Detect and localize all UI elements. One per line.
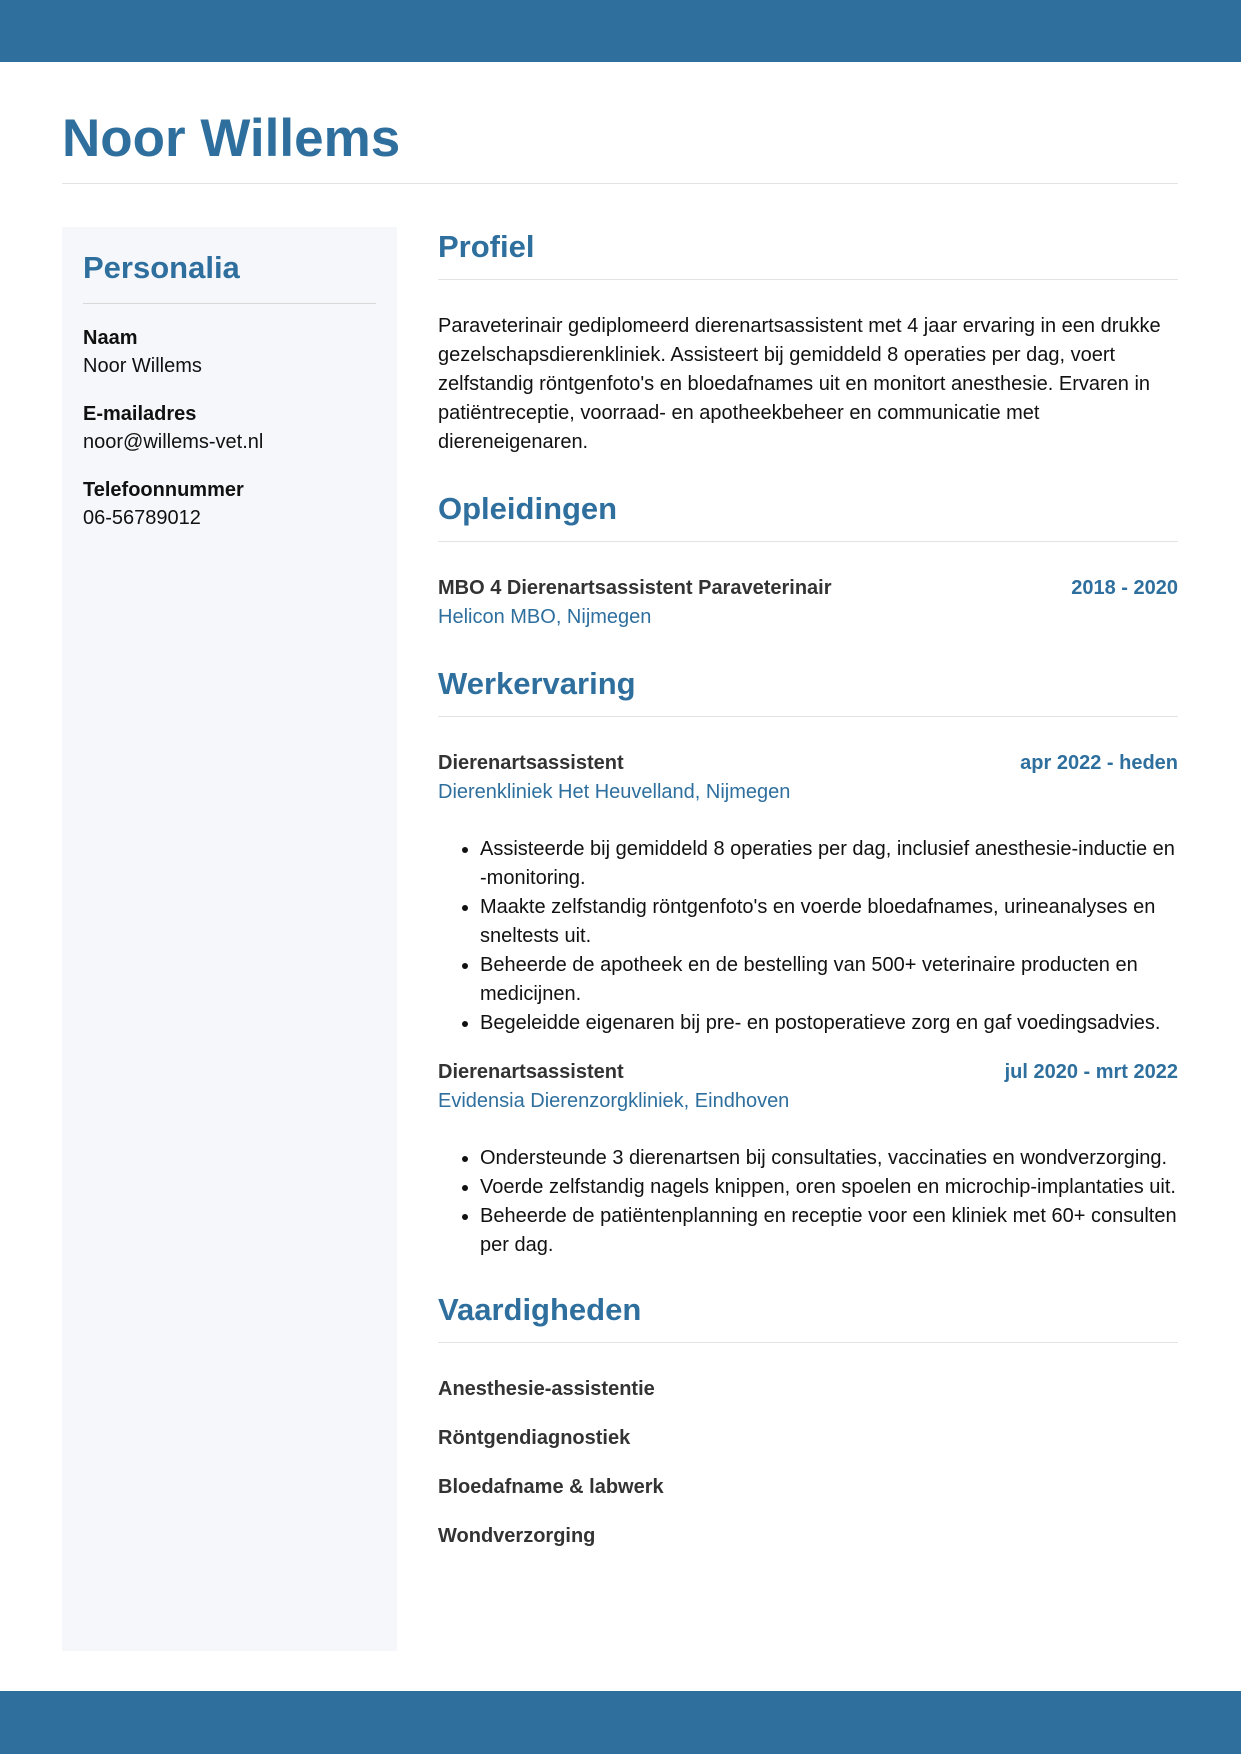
bullet-item: • Begeleidde eigenaren bij pre- en postoperatieve zorg en gaf voedingsadvies. bbox=[480, 1009, 1178, 1038]
experience-section bbox=[438, 664, 1178, 1260]
bullet-item: • Beheerde de patiëntenplanning en receptie voor een kliniek met 60+ consulten per dag. bbox=[480, 1202, 1178, 1260]
bullet-item: • Maakte zelfstandig röntgenfoto's en voerde bloedafnames, urineanalyses en sneltests uit. bbox=[480, 893, 1178, 951]
section-title: Vaardigheden bbox=[438, 1292, 642, 1327]
entry-organization: Dierenkliniek Het Heuvelland, Nijmegen bbox=[438, 781, 791, 803]
section-divider bbox=[438, 541, 1178, 542]
entry-header bbox=[438, 574, 1178, 603]
bullet-item: • Beheerde de apotheek en de bestelling van 500+ veterinaire producten en medicijnen. bbox=[480, 951, 1178, 1009]
profile-section bbox=[438, 227, 1178, 457]
experience-entry bbox=[438, 1058, 1178, 1260]
section-divider bbox=[438, 716, 1178, 717]
bullet-item: • Assisteerde bij gemiddeld 8 operaties per dag, inclusief anesthesie-inductie en -monitoring. bbox=[480, 835, 1178, 893]
sidebar-divider bbox=[83, 303, 376, 304]
bottom-color-bar bbox=[0, 1691, 1241, 1754]
section-divider bbox=[438, 279, 1178, 280]
field-value: Noor Willems bbox=[83, 355, 202, 377]
profile-text: Paraveterinair gediplomeerd dierenartsassistent met 4 jaar ervaring in een drukke gezelschapsdierenkliniek. Assisteert bij gemiddeld 8 operaties per dag, voert zelfstandig röntgenfoto's en bloedafnames uit en monitort anesthesie. Ervaren in patiëntreceptie, voorraad- en apotheekbeheer en communicatie met diereneigenaren. bbox=[438, 315, 1161, 453]
education-section bbox=[438, 489, 1178, 632]
skill-item: Anesthesie-assistentie bbox=[438, 1378, 655, 1400]
section-title: Opleidingen bbox=[438, 491, 618, 526]
entry-header bbox=[438, 749, 1178, 778]
entry-date: apr 2022 - heden bbox=[1020, 752, 1178, 774]
skill-item: Bloedafname & labwerk bbox=[438, 1476, 664, 1498]
entry-title: Dierenartsassistent bbox=[438, 1061, 624, 1083]
entry-date: jul 2020 - mrt 2022 bbox=[1004, 1061, 1178, 1083]
experience-entry bbox=[438, 749, 1178, 1038]
entry-organization: Evidensia Dierenzorgkliniek, Eindhoven bbox=[438, 1090, 790, 1112]
personal-info-sidebar bbox=[62, 227, 397, 1651]
field-value: 06-56789012 bbox=[83, 507, 201, 529]
entry-title: Dierenartsassistent bbox=[438, 752, 624, 774]
main-content bbox=[438, 227, 1178, 1571]
field-label: Naam bbox=[83, 327, 138, 349]
entry-bullets bbox=[438, 835, 1178, 1038]
skill-item: Röntgendiagnostiek bbox=[438, 1427, 631, 1449]
entry-bullets bbox=[438, 1144, 1178, 1260]
field-label: E-mailadres bbox=[83, 403, 197, 425]
section-title: Profiel bbox=[438, 229, 535, 264]
bullet-item: • Voerde zelfstandig nagels knippen, oren spoelen en microchip-implantaties uit. bbox=[480, 1173, 1178, 1202]
bullet-item: • Ondersteunde 3 dierenartsen bij consultaties, vaccinaties en wondverzorging. bbox=[480, 1144, 1178, 1173]
field-name bbox=[83, 324, 376, 380]
top-color-bar bbox=[0, 0, 1241, 62]
section-title: Werkervaring bbox=[438, 666, 636, 701]
skills-section bbox=[438, 1290, 1178, 1551]
entry-title: MBO 4 Dierenartsassistent Paraveterinair bbox=[438, 577, 832, 599]
entry-date: 2018 - 2020 bbox=[1071, 577, 1178, 599]
name-divider bbox=[62, 183, 1178, 184]
education-entry bbox=[438, 574, 1178, 632]
sidebar-title: Personalia bbox=[83, 250, 240, 285]
field-email bbox=[83, 400, 376, 456]
skill-item: Wondverzorging bbox=[438, 1525, 596, 1547]
field-phone bbox=[83, 476, 376, 532]
entry-organization: Helicon MBO, Nijmegen bbox=[438, 606, 652, 628]
section-divider bbox=[438, 1342, 1178, 1343]
entry-header bbox=[438, 1058, 1178, 1087]
candidate-name: Noor Willems bbox=[62, 109, 401, 168]
field-label: Telefoonnummer bbox=[83, 479, 244, 501]
field-value: noor@willems-vet.nl bbox=[83, 431, 264, 453]
